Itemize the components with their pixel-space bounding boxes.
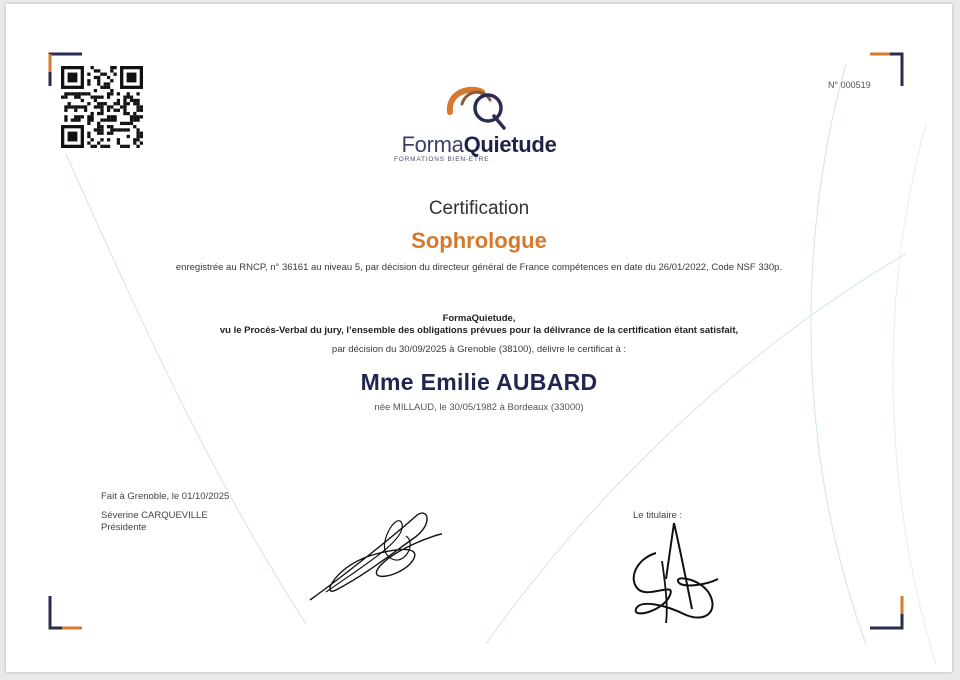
recipient-name: Mme Emilie AUBARD	[360, 369, 598, 395]
holder-signature	[626, 519, 726, 629]
holder-label: Le titulaire :	[633, 510, 683, 521]
decision-text: par décision du 30/09/2025 à Grenoble (38100), délivre le certificat à :	[331, 344, 627, 355]
certification-title: Sophrologue	[411, 228, 547, 253]
logo-name-part2: Quietude	[463, 132, 557, 157]
corner-bracket-bottom-right	[868, 594, 904, 630]
corner-bracket-bottom-left	[48, 594, 84, 630]
logo-wordmark	[6, 132, 952, 158]
birth-info: née MILLAUD, le 30/05/1982 à Bordeaux (33000)	[374, 402, 584, 413]
certificate-number: N° 000519	[828, 80, 871, 90]
logo-tagline: FORMATIONS BIEN-ETRE	[394, 156, 490, 163]
registration-text: enregistrée au RNCP, n° 36161 au niveau 5, par décision du directeur général de France compétences en date du 26/01/2022, Code NSF 330p.	[175, 262, 783, 273]
signatory-name: Séverine CARQUEVILLE	[101, 510, 208, 521]
logo-name-part1: Forma	[401, 132, 464, 157]
jury-statement: vu le Procès-Verbal du jury, l’ensemble des obligations prévues pour la délivrance de la certification étant satisfait,	[219, 325, 739, 336]
place-date: Fait à Grenoble, le 01/10/2025	[101, 491, 230, 502]
corner-bracket-top-right	[868, 52, 904, 88]
signatory-role: Présidente	[101, 522, 147, 533]
issuer-name: FormaQuietude,	[442, 313, 516, 324]
formaquietude-logo-icon	[440, 82, 516, 134]
president-signature	[306, 504, 446, 604]
certification-heading: Certification	[428, 198, 530, 219]
certificate-sheet	[6, 4, 952, 672]
